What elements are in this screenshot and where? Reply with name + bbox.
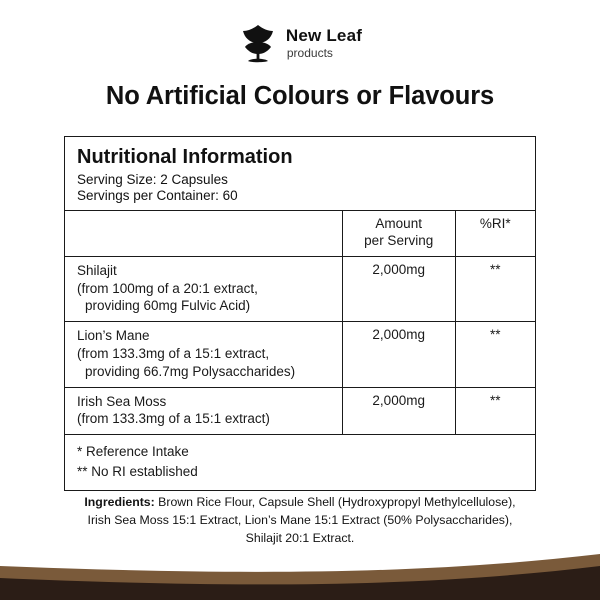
brand-wordmark (286, 27, 362, 59)
nutrition-panel (64, 136, 536, 491)
leaf-plant-icon (238, 22, 278, 64)
header-amount-per-serving (342, 211, 455, 257)
nutrition-panel-title: Nutritional Information (77, 146, 293, 168)
ingredient-ri: ** (455, 256, 535, 321)
ingredient-cell (65, 322, 342, 387)
ingredients-line-2: Irish Sea Moss 15:1 Extract, Lion’s Mane 15:1 Extract (50% Polysaccharides), (87, 512, 513, 527)
table-row (65, 387, 535, 435)
header-ri: %RI* (455, 211, 535, 257)
page-title: No Artificial Colours or Flavours (105, 82, 495, 110)
ingredient-name: Lion’s Mane (77, 328, 150, 344)
header-amount-line1: Amount (375, 216, 422, 231)
footnote-reference-intake: * Reference Intake (77, 444, 189, 460)
ingredients-label: Ingredients: (84, 495, 155, 509)
ingredient-detail-1: (from 133.3mg of a 15:1 extract, (77, 346, 270, 361)
ingredient-detail-2: providing 66.7mg Polysaccharides) (85, 363, 296, 379)
table-row (65, 256, 535, 321)
ingredient-ri: ** (455, 322, 535, 387)
ingredient-amount: 2,000mg (342, 256, 455, 321)
ingredient-ri: ** (455, 387, 535, 435)
header-blank (65, 211, 342, 257)
ingredient-detail-1: (from 100mg of a 20:1 extract, (77, 280, 258, 296)
footnotes (65, 435, 535, 491)
ingredient-name: Irish Sea Moss (77, 393, 167, 409)
ingredient-amount: 2,000mg (342, 322, 455, 387)
table-header-row (65, 211, 535, 257)
nutrition-table (65, 210, 535, 490)
ingredient-cell (65, 387, 342, 435)
table-row (65, 322, 535, 387)
serving-size: Serving Size: 2 Capsules (77, 172, 228, 187)
brand-tagline: products (286, 46, 333, 60)
ingredients-line-3: Shilajit 20:1 Extract. (245, 530, 355, 545)
ingredient-name: Shilajit (77, 262, 117, 278)
ingredients-line-1: Brown Rice Flour, Capsule Shell (Hydroxypropyl Methylcellulose), (154, 495, 516, 509)
footnote-no-ri: ** No RI established (77, 463, 198, 479)
header-amount-line2: per Serving (364, 232, 434, 248)
ingredient-detail-2: providing 60mg Fulvic Acid) (85, 298, 251, 314)
ingredient-detail-1: (from 133.3mg of a 15:1 extract) (77, 411, 270, 427)
ingredient-amount: 2,000mg (342, 387, 455, 435)
brand-logo (0, 0, 600, 64)
brand-name: New Leaf (285, 26, 363, 45)
footnote-row (65, 435, 535, 491)
servings-per-container: Servings per Container: 60 (77, 188, 238, 203)
bottom-decorative-swash (0, 536, 600, 600)
ingredient-cell (65, 256, 342, 321)
